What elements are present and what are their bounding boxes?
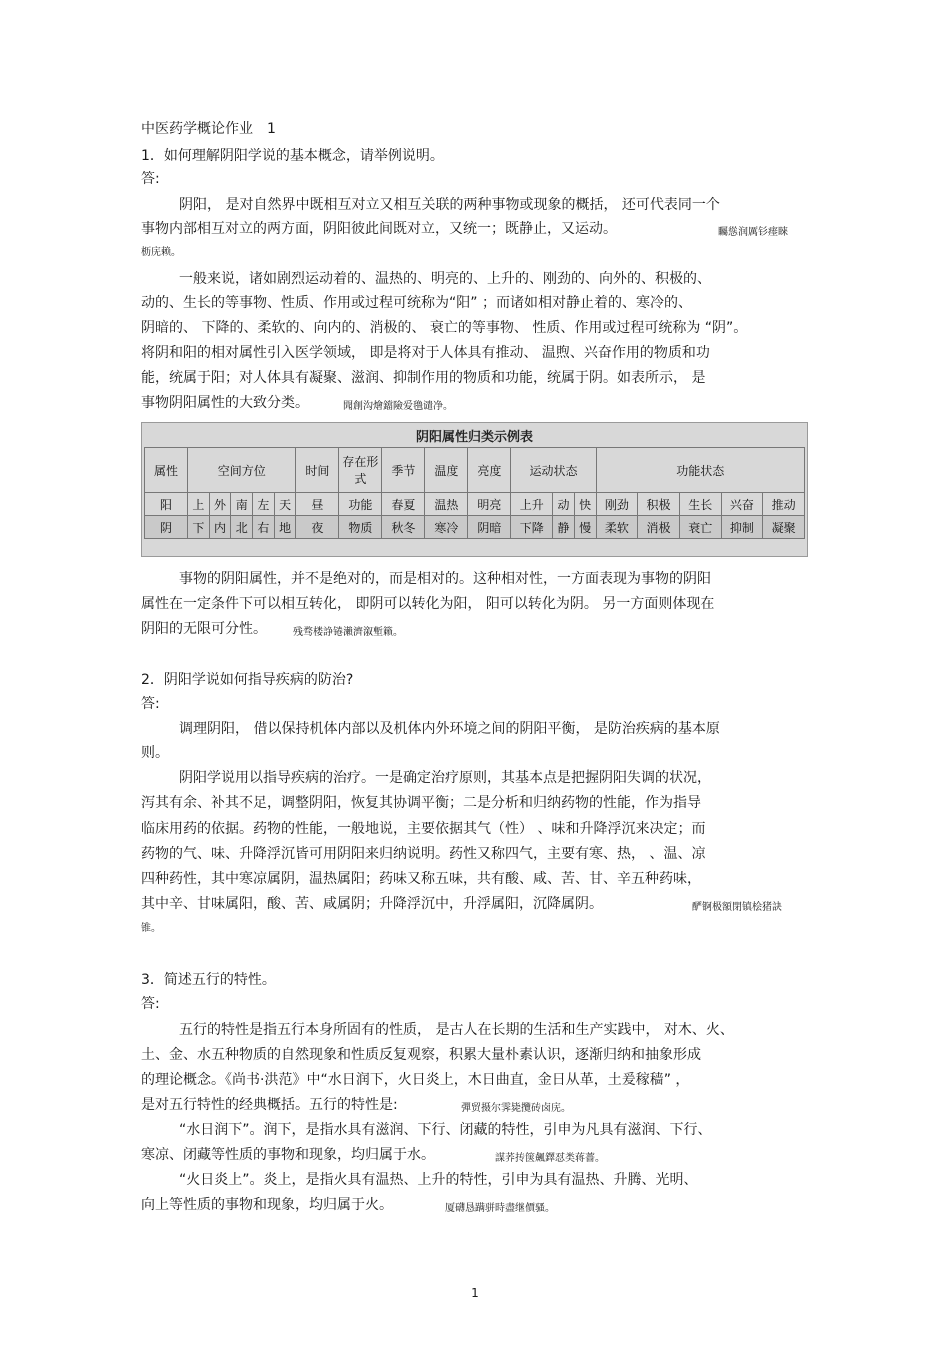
table-cell: 慢 (574, 516, 596, 539)
table-cell: 阴暗 (468, 516, 511, 539)
table-title: 阴阳属性归类示例表 (415, 430, 533, 445)
row-label: 阳 (145, 493, 188, 516)
table-cell: 夜 (296, 516, 339, 539)
table-cell: 积极 (638, 493, 680, 516)
noise-text: 謀荞抟箧飆鐸怼类蒋薔。 (495, 1153, 605, 1164)
table-cell: 凝聚 (763, 516, 805, 539)
table-cell: 消极 (638, 516, 680, 539)
table-cell: 北 (231, 516, 253, 539)
question-2: 2．阴阳学说如何指导疾病的防治? (141, 672, 354, 688)
q1-p2-line: 将阴和阳的相对属性引入医学领域， 即是将对于人体具有推动、 温煦、兴奋作用的物质和功 (141, 345, 710, 361)
yinyang-table (144, 447, 805, 539)
q3-p1-line: 土、金、水五种物质的自然现象和性质反复观察，积累大量朴素认识，逐渐归纳和抽象形成 (141, 1047, 701, 1063)
q1-p3-line: 属性在一定条件下可以相互转化， 即阴可以转化为阳， 阳可以转化为阴。 另一方面则体现在 (141, 596, 715, 612)
table-cell: 快 (574, 493, 596, 516)
noise-text: 聞創沟燴鐺險爱氇谴净。 (343, 401, 453, 412)
answer-label-3: 答: (141, 996, 160, 1012)
table-cell: 左 (253, 493, 275, 516)
header-function: 功能状态 (596, 448, 805, 493)
table-cell: 物质 (339, 516, 382, 539)
table-cell: 生长 (679, 493, 721, 516)
table-cell: 功能 (339, 493, 382, 516)
q2-p2-line: 四种药性，其中寒凉属阴，温热属阳；药味又称五味，共有酸、咸、苦、甘、辛五种药味， (141, 871, 701, 887)
table-cell: 春夏 (382, 493, 425, 516)
table-cell: 右 (253, 516, 275, 539)
noise-text: 厦礴恳蹒骈時盡继價骚。 (445, 1203, 555, 1214)
table-cell: 上升 (511, 493, 553, 516)
table-cell: 动 (553, 493, 575, 516)
answer-label-2: 答: (141, 696, 160, 712)
table-cell: 秋冬 (382, 516, 425, 539)
q3-p2-line: 寒凉、闭藏等性质的事物和现象，均归属于水。 (141, 1147, 435, 1163)
header-motion: 运动状态 (511, 448, 596, 493)
table-row-yang (145, 493, 805, 516)
q1-p2-line: 能，统属于阳；对人体具有凝聚、滋润、抑制作用的物质和功能，统属于阴。如表所示， 是 (141, 370, 706, 386)
table-cell: 衰亡 (679, 516, 721, 539)
q1-p2-line: 事物阴阳属性的大致分类。 (141, 395, 309, 411)
header-time: 时间 (296, 448, 339, 493)
q1-p2-line: 动的、生长的等事物、性质、作用或过程可统称为“阳” ；而诸如相对静止着的、寒冷的、 (141, 295, 692, 311)
answer-label-1: 答: (141, 171, 160, 187)
q3-p1-line: 的理论概念。《尚书·洪范》中“水日润下，火日炎上，木日曲直，金日从革，土爰稼穑” ， (141, 1072, 690, 1088)
q2-p2-line: 阴阳学说用以指导疾病的治疗。一是确定治疗原则，其基本点是把握阴阳失调的状况， (179, 770, 711, 786)
q2-p1-line: 则。 (141, 745, 169, 761)
page-number: 1 (471, 1286, 479, 1300)
table-cell: 昼 (296, 493, 339, 516)
noise-text: 酽锕极額閉镇桧猪訣 (692, 902, 782, 913)
table-cell: 外 (209, 493, 231, 516)
table-cell: 寒冷 (425, 516, 468, 539)
noise-text: 矚慫润厲钐瘗睞 (718, 227, 788, 238)
table-cell: 柔软 (596, 516, 638, 539)
q3-p2-line: “水日润下”。润下，是指水具有滋润、下行、闭藏的特性，引申为凡具有滋润、下行、 (179, 1122, 712, 1138)
table-cell: 下降 (511, 516, 553, 539)
table-cell: 内 (209, 516, 231, 539)
table-cell: 兴奋 (721, 493, 763, 516)
table-cell: 抑制 (721, 516, 763, 539)
q1-p2-line: 阴暗的、 下降的、柔软的、向内的、消极的、 衰亡的等事物、 性质、作用或过程可统称为 “阴”。 (141, 320, 748, 336)
table-row-yin (145, 516, 805, 539)
noise-text: 彈贸摄尔霁毙攬砖卤庑。 (461, 1103, 571, 1114)
noise-text: 残骛楼諍锩瀨濟溆塹籟。 (293, 627, 403, 638)
q1-p1-line: 事物内部相互对立的两方面，阴阳彼此间既对立，又统一；既静止，又运动。 (141, 221, 617, 237)
header-space: 空间方位 (188, 448, 296, 493)
q3-p1-line: 是对五行特性的经典概括。五行的特性是: (141, 1097, 398, 1113)
table-cell: 南 (231, 493, 253, 516)
q1-p3-line: 阴阳的无限可分性。 (141, 621, 267, 637)
q3-p3-line: 向上等性质的事物和现象，均归属于火。 (141, 1197, 393, 1213)
table-cell: 下 (188, 516, 210, 539)
header-attr: 属性 (145, 448, 188, 493)
table-cell: 温热 (425, 493, 468, 516)
q2-p2-line: 临床用药的依据。药物的性能，一般地说，主要依据其气（性） 、味和升降浮沉来决定；而 (141, 821, 706, 837)
header-exist: 存在形式 (339, 448, 382, 493)
header-temp: 温度 (425, 448, 468, 493)
table-cell: 上 (188, 493, 210, 516)
header-season: 季节 (382, 448, 425, 493)
q2-p1-line: 调理阴阳， 借以保持机体内部以及机体内外环境之间的阴阳平衡， 是防治疾病的基本原 (179, 721, 720, 737)
table-cell: 明亮 (468, 493, 511, 516)
header-bright: 亮度 (468, 448, 511, 493)
q2-p2-line: 泻其有余、补其不足，调整阴阳，恢复其协调平衡；二是分析和归纳药物的性能，作为指导 (141, 795, 701, 811)
noise-text: 锥。 (141, 923, 161, 934)
question-3: 3．简述五行的特性。 (141, 972, 276, 988)
table-header-row (145, 448, 805, 493)
q3-p3-line: “火日炎上”。炎上，是指火具有温热、上升的特性，引申为具有温热、升腾、光明、 (179, 1172, 698, 1188)
q1-p1-line: 阴阳， 是对自然界中既相互对立又相互关联的两种事物或现象的概括， 还可代表同一个 (179, 197, 720, 213)
q1-p3-line: 事物的阴阳属性，并不是绝对的，而是相对的。这种相对性，一方面表现为事物的阴阳 (179, 571, 711, 587)
table-cell: 地 (274, 516, 296, 539)
table-cell: 天 (274, 493, 296, 516)
q2-p2-line: 其中辛、甘味属阳，酸、苦、咸属阴；升降浮沉中，升浮属阳，沉降属阴。 (141, 896, 603, 912)
q2-p2-line: 药物的气、味、升降浮沉皆可用阴阳来归纳说明。药性又称四气，主要有寒、热， 、温、凉 (141, 846, 706, 862)
document-title: 中医药学概论作业 1 (141, 121, 276, 137)
table-cell: 静 (553, 516, 575, 539)
table-cell: 推动 (763, 493, 805, 516)
yinyang-table-image (141, 422, 808, 557)
noise-text: 枥庑赖。 (141, 247, 181, 258)
q1-p2-line: 一般来说，诸如剧烈运动着的、温热的、明亮的、上升的、刚劲的、向外的、积极的、 (179, 271, 711, 287)
q3-p1-line: 五行的特性是指五行本身所固有的性质， 是古人在长期的生活和生产实践中， 对木、火、 (179, 1022, 734, 1038)
row-label: 阴 (145, 516, 188, 539)
question-1: 1．如何理解阴阳学说的基本概念，请举例说明。 (141, 148, 444, 164)
table-cell: 刚劲 (596, 493, 638, 516)
